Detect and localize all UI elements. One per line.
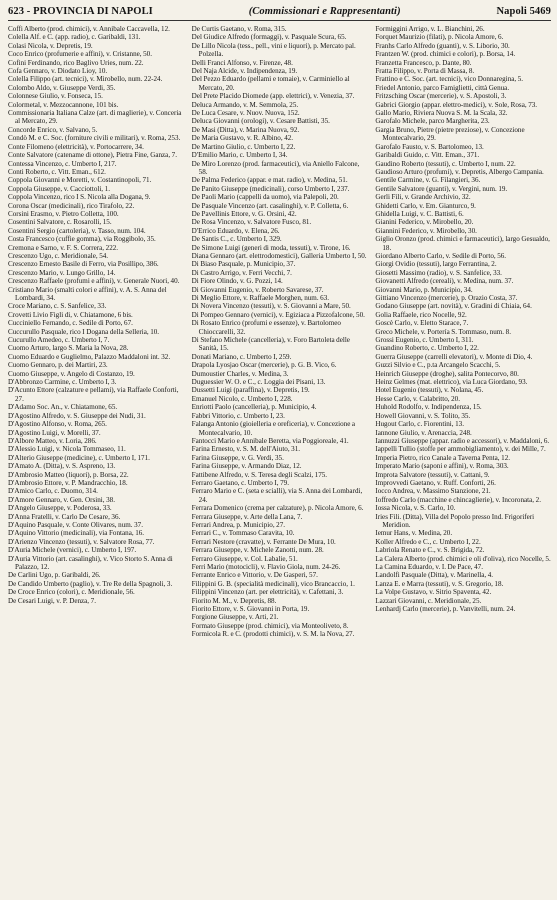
directory-entry: Coppola Vincenzo, rico I S. Nicola alla Dogana, 9. (8, 193, 151, 202)
directory-entry: Croce Mariano, c. S. Sanfelice, 33. (8, 302, 107, 311)
directory-entry: Frattino e C. Soc. (art. tecnici), vico Donnaregina, 5. (375, 75, 524, 84)
directory-entry: Gallo Mario, Riviera Nuova S. M. la Scala, 32. (375, 109, 508, 118)
directory-entry: Gittiano Vincenzo (mercerie), p. Orazio Costa, 37. (375, 294, 518, 302)
directory-entry: De Martino Giulio, c. Umberto I, 22. (191, 142, 296, 151)
page-title: PROVINCIA DI NAPOLI (33, 6, 153, 17)
directory-entry: Ferrara Giuseppe, v. Michele Zanotti, num. 28. (191, 546, 324, 555)
directory-entry: De Maria Gustavo, v. R. Albino, 42. (191, 134, 294, 143)
directory-entry: Ghidetti Carlo, v. Em. Gianturco, 9. (375, 201, 476, 210)
directory-entry: Dussetti Luigi (paraffina), v. Depretis, 19. (191, 386, 310, 395)
directory-entry: Del Pezzo Eduardo (pellami e tomaie), v. Carminiello al Mercato, 20. (191, 75, 350, 92)
directory-entry: De Santis C., c. Umberto I, 329. (191, 235, 282, 244)
directory-entry: Delli Franci Alfonso, v. Firenze, 48. (191, 58, 293, 67)
directory-entry: Filippini G. B. (specialità medicinali), vico Brancaccio, 1. (191, 579, 355, 588)
directory-entry: Goscè Carlo, v. Eletto Starace, 7. (375, 319, 469, 328)
directory-entry: Corsini Erasmo, v. Pietro Colletta, 100. (8, 209, 119, 218)
directory-entry: Formicola R. e C. (prodotti chimici), v. S. M. la Nova, 27. (191, 630, 355, 639)
directory-entry: De Panito Giuseppe (medicinali), corso Umberto I, 237. (191, 184, 350, 193)
directory-entry: Cosentini Salvatore, c. Rosarolli, 15. (8, 218, 112, 227)
directory-entry: La Calera Alberto (prod. chimici e oli d'oliva), rico Nocelle, 5. (375, 554, 551, 563)
directory-entry: Del Naja Alcide, v. Indipendenza, 19. (191, 67, 298, 76)
directory-entry: Frantzen W. (prod. chimici e colori), p. Borsa, 14. (375, 50, 516, 59)
directory-entry: Di Rosato Enrico (profumi e essenze), v. Bartolomeo Chioccarelli, 32. (191, 319, 341, 336)
directory-entry: Lenhardj Carlo (mercerie), p. Vanvitelli, num. 24. (375, 605, 516, 614)
directory-entry: D'Errico Eduardo, v. Elena, 26. (191, 226, 280, 235)
directory-entry: Coco Enrico (profumerie e affini), v. Cristanne, 50. (8, 50, 152, 59)
listing-column-2 (192, 25, 368, 900)
directory-entry: Gabrici Giorgio (appar. elettro-medici), v. Sole, Rosa, 73. (375, 100, 538, 109)
directory-entry: Howell Giovanni, v. S. Tolito, 35. (375, 411, 471, 420)
directory-entry: De Paoli Mario (cappelli da uomo), via Palepoli, 20. (191, 193, 339, 202)
directory-entry: Fantocci Mario e Annibale Beretta, via Poggioreale, 41. (191, 436, 349, 445)
directory-entry: Lanza E. e Marra (tessuti), v. S. Gregorio, 18. (375, 579, 504, 588)
directory-entry: Del Prete Placido Diomede (app. elettrici), v. Venezia, 37. (191, 92, 355, 101)
directory-entry: Fattibene Alfredo, v. S. Teresa degli Scalzi, 175. (191, 470, 328, 479)
directory-entry: Garofalo Fausto, v. S. Bartolomeo, 13. (375, 142, 484, 151)
directory-entry: De Carlini Ugo, p. Garibaldi, 26. (8, 571, 101, 580)
directory-entry: Fratta Filippo, v. Porta di Massa, 8. (375, 67, 475, 76)
directory-entry: Di Biaso Pasquale, p. Municipio, 37. (191, 260, 296, 269)
directory-entry: Guandino Roberto, c. Umberto I, 22. (375, 344, 479, 353)
directory-entry: Condò M. e C. Soc. (forniture civili e militari), v. Roma, 253. (8, 134, 181, 143)
directory-entry: D'Amico Carlo, c. Duomo, 314. (8, 487, 98, 496)
page-header (8, 6, 551, 21)
directory-entry: De Rosa Vincenzo, v. Salvatore Fusco, 81. (191, 218, 312, 227)
directory-entry: Cuccurullo Pasquale, rico I Dogana della Selleria, 10. (8, 327, 160, 336)
directory-entry: Ioffredo Carlo (macchine e chincaglierie), v. Incoronata, 2. (375, 495, 541, 504)
directory-entry: Conti Roberto, c. Vitt. Eman., 612. (8, 167, 106, 176)
directory-entry: D'Arienzo Vincenzo (tessuti), v. Salvatore Rosa, 77. (8, 537, 155, 546)
directory-entry: Heinz Gelmes (mat. elettrico), via Luca Giordano, 93. (375, 378, 528, 387)
directory-entry: Franhs Carlo Alfredo (guanti), v. S. Liborio, 30. (375, 41, 510, 50)
listing-column-1 (8, 25, 184, 900)
directory-entry: Ghidella Luigi, v. C. Battisti, 6. (375, 209, 464, 218)
directory-entry: Forquet Maurizio (filati), p. Nicola Amore, 6. (375, 33, 504, 42)
directory-entry: Improvvedi Gaetano, v. Ruff. Conforti, 26. (375, 478, 496, 487)
directory-entry: Colombo Aldo, v. Giuseppe Verdi, 35. (8, 83, 116, 92)
directory-entry: Colella Filippo (art. tecnici), v. Mirobello, num. 22-24. (8, 75, 163, 84)
directory-entry: Falanga Antonio (gioielleria e oreficeria), v. Concezione a Montecalvario, 10. (191, 420, 356, 437)
directory-entry: Friedel Antonio, parco Famiglietti, città Genua. (375, 83, 510, 92)
directory-entry: Cuomo Eduardo e Guglielmo, Palazzo Maddaloni int. 32. (8, 352, 171, 361)
directory-entry: De Lillo Nicola (tess., pell., vini e liquori), p. Mercato pal. Polzella. (191, 41, 356, 59)
directory-entry: D'Anna Fratelli, v. Carlo De Cesare, 36. (8, 512, 121, 521)
directory-entry: Hotel Eugenio (tessuti), v. Nolana, 45. (375, 386, 484, 395)
directory-entry: Fabbri Vittorio, c. Umberto I, 23. (191, 411, 285, 420)
directory-entry: Iannone Giulio, v. Arenaccia, 248. (375, 428, 472, 437)
directory-entry: Cofa Gennaro, v. Diodato Lioy, 10. (8, 67, 108, 76)
directory-entry: Ferraro Gaetano, c. Umberto I, 79. (191, 478, 289, 487)
directory-entry: Iocco Andrea, v. Massimo Stanzione, 21. (375, 487, 491, 496)
directory-entry: D'Ambrosio Matteo (liquori), p. Borsa, 22. (8, 470, 129, 479)
directory-entry: Cucurullo Amedeo, c. Umberto I, 7. (8, 336, 110, 345)
directory-entry: Garofalo Michele, parco Margherita, 23. (375, 117, 490, 126)
directory-entry: Formato Giuseppe (prod. chimici), via Monteoliveto, 8. (191, 621, 349, 630)
directory-entry: Guzzi Silvio e C., p.ta Arcangelo Scacchi, 5. (375, 361, 501, 370)
directory-entry: De Masi (Ditta), v. Marina Nuova, 92. (191, 125, 300, 134)
directory-entry: D'Amato A. (Ditta), v. S. Aspreno, 13. (8, 462, 116, 471)
section-title: (Commissionari e Rappresentanti) (248, 6, 401, 17)
directory-entry: Giannini Federico, v. Mirobello, 30. (375, 226, 477, 235)
directory-entry: Colonnese Giulio, v. Fonseca, 15. (8, 92, 103, 101)
directory-entry: Di Pompeo Gennaro (vernici), v. Egiziaca a Pizzofalcone, 50. (191, 310, 365, 319)
directory-entry: Landolfi Pasquale (Ditta), v. Marinella, 4. (375, 571, 494, 580)
directory-entry: Ferri Mario (motocicli), v. Flavio Giola, num. 24-26. (191, 563, 341, 571)
directory-entry: Giosetti Massimo (radio), v. S. Sanfelice, 33. (375, 268, 502, 277)
directory-entry: De Croce Enrico (colori), c. Meridionale, 56. (8, 588, 135, 597)
directory-entry: Ferrari Andrea, p. Municipio, 27. (191, 520, 286, 529)
directory-entry: De Miro Lorenzo (prod. farmaceutici), via Aniello Falcone, 58. (191, 159, 360, 176)
directory-entry: Cosentini Sergio (cartoleria), v. Tasso, num. 104. (8, 226, 146, 235)
directory-entry: Fritzsching Oscar (mercerie), v. S. Apostoli, 3. (375, 92, 507, 101)
directory-entry: De Luca Cesare, v. Nuov. Nuova, 152. (191, 109, 300, 118)
directory-entry: Deluca Armando, v. M. Semmola, 25. (191, 100, 299, 109)
directory-entry: Lazzari Giovanni, c. Meridionale, 25. (375, 596, 482, 605)
listing-columns (8, 25, 551, 900)
directory-entry: Giovanni Mario, p. Municipio, 34. (375, 285, 473, 294)
directory-entry: Huhold Rodolfo, v. Indipendenza, 15. (375, 403, 482, 412)
listing-column-3 (375, 25, 551, 900)
directory-entry: Godano Giuseppe (art. novità), v. Gradini di Chiaia, 64. (375, 302, 532, 311)
directory-entry: Gerli Fili, v. Grande Archivio, 32. (375, 193, 471, 202)
directory-entry: Donati Mariano, c. Umberto I, 259. (191, 352, 292, 361)
directory-entry: Forgione Giuseppe, v. Arti, 21. (191, 613, 279, 622)
directory-entry: Improta Salvatore (tessuti), v. Cattani, 9. (375, 470, 490, 479)
page-header-left: 623 - PROVINCIA DI NAPOLI (8, 6, 153, 17)
directory-entry: La Volpe Gustavo, v. Sitrio Spaventa, 42. (375, 588, 492, 597)
directory-entry: Greco Michele, v. Portería S. Tommaso, num. 8. (375, 327, 511, 336)
directory-entry: Cofini Ferdinando, rico Baglivo Uries, num. 22. (8, 58, 144, 67)
directory-entry: De Palma Federico (appar. e mat. radio), v. Medina, 51. (191, 176, 348, 185)
directory-entry: Giglio Oronzo (prod. chimici e farmaceutici), largo Gesualdo, 18. (375, 235, 550, 252)
directory-entry: Gaudino Roberto (tessuti), c. Umberto I, num. 22. (375, 159, 516, 168)
city-page-label: Napoli 5469 (496, 6, 551, 17)
directory-entry: D'Agostino Luigi, v. Morelli, 37. (8, 428, 101, 437)
directory-entry: Ferraro Giuseppe, v. Col. Labalie, 51. (191, 554, 298, 563)
directory-entry: Di Giovanni Eugenio, v. Roberto Savarese, 37. (191, 285, 324, 294)
directory-entry: Fiorito Ettore, v. S. Giovanni in Porta, 19. (191, 605, 310, 614)
directory-entry: La Camina Eduardo, v. I. De Pace, 47. (375, 563, 484, 571)
directory-entry: Dumoustier Charles, v. Medina, 3. (191, 369, 289, 378)
directory-entry: Di Castro Arrigo, v. Ferri Vecchi, 7. (191, 268, 292, 277)
directory-entry: Crescenzo Mario, v. Lungo Grillo, 14. (8, 268, 116, 277)
directory-entry: Cuomo Giuseppe, v. Angelo di Costanzo, 19. (8, 369, 135, 378)
directory-entry: D'Adamo Soc. An., v. Chiatamone, 65. (8, 403, 118, 412)
directory-entry: Crescenzo Ernesto Basile di Ferro, via Posillipo, 386. (8, 260, 159, 269)
directory-entry: Filippini Vincenzo (art. per elettricità), v. Cafettani, 3. (191, 588, 344, 597)
directory-entry: Farina Giuseppe, v. G. Verdi, 35. (191, 453, 284, 462)
directory-entry: Diana Gennaro (art. elettrodomestici), Galleria Umberto I, 50. (191, 251, 367, 260)
directory-entry: Giordano Alberto Carlo, v. Sedile di Porto, 56. (375, 251, 507, 260)
directory-entry: Farina Giuseppe, v. Armando Diaz, 12. (191, 462, 302, 471)
directory-entry: Contessa Vincenzo, c. Umberto I, 217. (8, 159, 117, 168)
directory-entry: Ferraro Mario e C. (seta e scialli), via S. Anna dei Lombardi, 24. (191, 487, 363, 504)
directory-entry: Coppola Giuseppe, v. Cacciottoli, 1. (8, 184, 110, 193)
directory-entry: D'Alessio Luigi, v. Nicola Tommaseo, 11. (8, 445, 126, 454)
directory-entry: D'Abbronzo Carmine, c. Umberto I, 3. (8, 378, 117, 387)
directory-entry: Colormetal, v. Mezzocannone, 101 bis. (8, 100, 119, 109)
directory-entry: Costa Francesco (cuffie gomma), via Roggibolo, 35. (8, 235, 156, 244)
directory-entry: Conte Salvatore (catename di ottone), Pietra Fine, Ganza, 7. (8, 151, 177, 160)
directory-entry: Gargia Bruno, Pietre (pietre preziose), v. Concezione Montecalvario, 29. (375, 125, 525, 143)
directory-entry: Heinrich Giuseppe (droghe), salita Pontecorvo, 80. (375, 369, 519, 378)
directory-entry: Drapola Lyosjao Oscar (mercerie), p. G. B. Vico, 6. (191, 361, 337, 370)
directory-entry: Crovetti Livio Figli di, v. Chiatamone, 6 bis. (8, 310, 133, 319)
directory-entry: De Curtis Gaetano, v. Roma, 315. (191, 25, 287, 33)
directory-entry: D'Ambrosio Ettore, v. P. Mandracchio, 18. (8, 478, 128, 487)
directory-entry: Ferrari Nestore (cravatte), v. Ferrante De Mura, 10. (191, 537, 336, 546)
directory-entry: Farina Ernesto, v. S. M. dell'Aiuto, 31. (191, 445, 301, 454)
directory-entry: Colella Alf. e C. (app. radio), c. Garibaldi, 131. (8, 33, 141, 42)
directory-entry: De Cesari Luigi, v. P. Denza, 7. (8, 596, 96, 605)
directory-entry: Cremona e Sarno, v. F. S. Correra, 222. (8, 243, 119, 252)
directory-entry: D'Aquino Pasquale, v. Conte Olivares, num. 37. (8, 520, 143, 529)
directory-entry: Ferrara Domenico (crema per calzature), p. Nicola Amore, 6. (191, 504, 364, 513)
directory-entry: Di Novera Vincenzo (tessuti), v. S. Giovanni a Mare, 50. (191, 302, 351, 311)
directory-entry: Franzetta Francesco, p. Dante, 80. (375, 58, 472, 67)
directory-entry: Di Stefano Michele (cancelleria), v. Foro Bartoleta delle Sanità, 15. (191, 336, 350, 353)
directory-entry: Deluca Giovanni (orologi), v. Cesare Battisti, 35. (191, 117, 330, 126)
directory-entry: Hesse Carlo, v. Calabritto, 20. (375, 394, 460, 403)
directory-entry: Conte Filomeno (elettricità), v. Portocarrere, 34. (8, 142, 144, 151)
directory-entry: Golia Raffaele, rico Nocelle, 92. (375, 310, 467, 319)
directory-entry: Di Fiore Olindo, v. G. Pozzi, 14. (191, 277, 283, 286)
directory-entry: D'Auria Vittorio (art. casalinghi), v. Vico Storto S. Anna di Palazzo, 12. (8, 554, 173, 571)
directory-entry: Giorgi Ovidio (tessuti), largo Ferrantina, 2. (375, 260, 497, 269)
directory-entry: Imperato Mario (saponi e affini), v. Roma, 303. (375, 462, 509, 471)
directory-entry: D'Agostino Alfredo, v. S. Giuseppe dei Nudi, 31. (8, 411, 146, 420)
directory-entry: D'Angelo Giuseppe, v. Poderosa, 33. (8, 504, 112, 513)
directory-entry: Coppola Giovanni e Moretti, v. Costantinopoli, 71. (8, 176, 152, 185)
directory-entry: Concorde Enrico, v. Salvano, 5. (8, 125, 98, 134)
directory-entry: Hugout Carlo, c. Fiorentini, 13. (375, 420, 464, 429)
directory-entry: Iemur Hans, v. Medina, 20. (375, 529, 453, 538)
directory-entry: D'Acunto Ettore (calzature e pellami), via Raffaele Conforti, 27. (8, 386, 179, 403)
directory-entry: Giovanetti Alfredo (cereali), v. Medina, num. 37. (375, 277, 514, 286)
directory-entry: D'Emilio Mario, c. Umberto I, 34. (191, 151, 288, 160)
directory-entry: Gentile Salvatore (guanti), v. Vergini, num. 19. (375, 184, 508, 193)
directory-entry: Iappelli Tullio (stoffe per ammobigliamento), v. dei Mille, 7. (375, 445, 546, 454)
directory-entry: Colasi Nicola, v. Depretis, 19. (8, 41, 93, 50)
directory-entry: Cuomo Gennaro, p. dei Martiri, 23. (8, 361, 108, 370)
directory-entry: De Pasquale Vincenzo (art. casalinghi), v. P. Colletta, 6. (191, 201, 349, 210)
directory-entry: Crescenzo Ugo, c. Meridionale, 54. (8, 251, 109, 260)
directory-entry: Guerra Giuseppe (carrelli elevatori), v. Monte di Dio, 4. (375, 352, 533, 361)
directory-entry: D'Aquino Vittorio (medicinali), via Fontana, 16. (8, 529, 145, 538)
directory-entry: Crescenzo Raffaele (profumi e affini), v. Generale Nuori, 40. (8, 277, 180, 286)
directory-entry: Ferrante Enrico e Vittorio, v. De Gasperi, 57. (191, 571, 318, 580)
directory-entry: Emanuel Nicolo, c. Umberto I, 228. (191, 394, 293, 403)
directory-entry: Coffi Alberto (prod. chimici), v. Annibale Caccavella, 12. (8, 25, 170, 33)
directory-entry: De Simone Luigi (generi di moda, tessuti), v. Tirone, 16. (191, 243, 351, 252)
directory-entry: Gianini Federico, v. Mirobello, 20. (375, 218, 474, 227)
directory-entry: D'Auria Michele (vernici), c. Umberto I, 197. (8, 546, 137, 555)
directory-entry: Commissionaria Italiana Calze (art. di maglierie), v. Conceria al Mercato, 29. (8, 109, 182, 126)
directory-entry: Gaudioso Arturo (profumi), v. Depretis, Albergo Campania. (375, 167, 544, 176)
directory-entry: Ferrari C., v. Tommaso Caravita, 10. (191, 529, 295, 538)
directory-entry: Cuomo Arturo, largo S. Maria la Nova, 28. (8, 344, 129, 353)
directory-entry: Duguessier W. O. e C., c. Loggia dei Pisani, 13. (191, 378, 326, 387)
directory-entry: Garibaldi Guido, c. Vitt. Eman., 371. (375, 151, 480, 160)
directory-entry: Iannuzzi Giuseppe (appar. radio e accessori), v. Maddaloni, 6. (375, 436, 550, 445)
directory-entry: Iossa Nicola, v. S. Carlo, 10. (375, 504, 456, 513)
directory-entry: D'Alterio Giuseppe (medicine), c. Umberto I, 171. (8, 453, 150, 462)
directory-entry: Cucciniello Fernando, c. Sedile di Porto, 67. (8, 319, 133, 328)
page-number: 623 (8, 6, 25, 17)
directory-entry: D'Amore Gennaro, v. Gen. Orsini, 38. (8, 495, 115, 504)
directory-entry: Corona Oscar (medicinali), rico Tirafolo, 22. (8, 201, 135, 210)
directory-entry: Imperia Pietro, rico Canale a Taverna Penta, 12. (375, 453, 511, 462)
directory-entry: Formiggini Arrigo, v. L. Bianchini, 26. (375, 25, 485, 33)
directory-entry: Del Giudice Alfredo (formaggi), v. Pasquale Scura, 65. (191, 33, 347, 42)
directory-entry: De Candido Umberto (paglio), v. Tre Re della Spagnoli, 3. (8, 579, 173, 588)
directory-entry: Fiorito M. M., v. Depretis, 88. (191, 596, 277, 605)
directory-entry: Iries Fili. (Ditta), Villa del Popolo presso Ind. Frigoriferi Meridion. (375, 512, 535, 529)
directory-entry: Labriola Renato e C., v. S. Brigida, 72. (375, 546, 485, 555)
directory-entry: Di Meglio Ettore, v. Raffaele Morghen, num. 63. (191, 294, 330, 302)
directory-entry: Koller Alfredo e C., c. Umberto I, 22. (375, 537, 481, 546)
directory-entry: D'Agostino Alfonso, v. Roma, 265. (8, 420, 107, 429)
directory-entry: Ferrara Giuseppe, v. Arte della Lana, 7. (191, 512, 303, 521)
directory-entry: De Pavellinis Ettore, v. G. Orsini, 42. (191, 209, 297, 218)
directory-entry: Gentile Carmine, v. G. Filangieri, 36. (375, 176, 481, 185)
directory-entry: Cristiano Mario (smalti colori e affini), v. A. S. Anna del Lombardi, 34. (8, 285, 167, 302)
directory-entry: D'Albore Matteo, v. Loria, 286. (8, 436, 97, 445)
directory-entry: Enriotti Paolo (cancelleria), p. Municipio, 4. (191, 403, 317, 412)
directory-entry: Grossi Eugenio, c. Umberto I, 311. (375, 336, 474, 345)
